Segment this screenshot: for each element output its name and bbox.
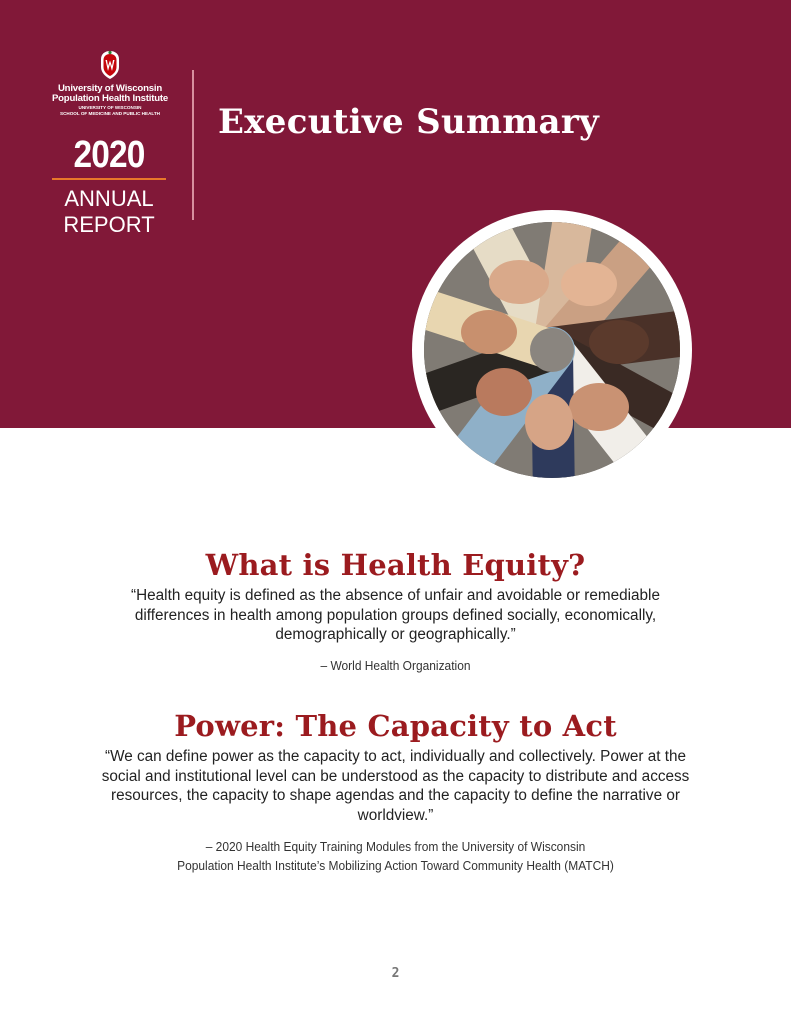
- section-heading: Power: The Capacity to Act: [174, 709, 617, 743]
- institute-name-line2: Population Health Institute: [51, 93, 169, 104]
- quote-attribution-line1: – 2020 Health Equity Training Modules from the University of Wisconsin: [205, 839, 586, 854]
- report-label: REPORT: [63, 212, 155, 237]
- institute-sub-line2: SCHOOL OF MEDICINE AND PUBLIC HEALTH: [60, 111, 160, 116]
- annual-label: ANNUAL: [64, 186, 154, 211]
- report-year: 2020: [73, 134, 145, 176]
- accent-rule: [52, 178, 166, 180]
- institute-logo: [48, 50, 172, 117]
- hands-photo: [424, 222, 680, 478]
- institute-sub-line1: UNIVERSITY OF WISCONSIN: [78, 105, 142, 110]
- page-title: Executive Summary: [218, 102, 600, 142]
- power-section: [0, 707, 791, 875]
- annual-report-label: [52, 186, 166, 238]
- institute-name-line1: University of Wisconsin: [57, 83, 163, 94]
- uw-crest-icon: [98, 50, 122, 80]
- quote-attribution: – World Health Organization: [320, 657, 471, 673]
- quote-attribution-line2: Population Health Institute’s Mobilizing Action Toward Community Health (MATCH): [177, 858, 614, 873]
- section-quote: “We can define power as the capacity to act, individually and collectively. Power at the social and institutional level can be understood as the capacity to distribute and access resources, the capacity to shape agendas and the capacity to define the narrative or worldview.”: [101, 748, 690, 824]
- header-divider: [192, 70, 194, 220]
- page-number: 2: [391, 966, 400, 981]
- section-quote: “Health equity is defined as the absence of unfair and avoidable or remediable differences in health among population groups defined socially, economically, demographically or geographically.”: [131, 587, 660, 643]
- health-equity-section: [0, 546, 791, 675]
- section-heading: What is Health Equity?: [205, 548, 586, 582]
